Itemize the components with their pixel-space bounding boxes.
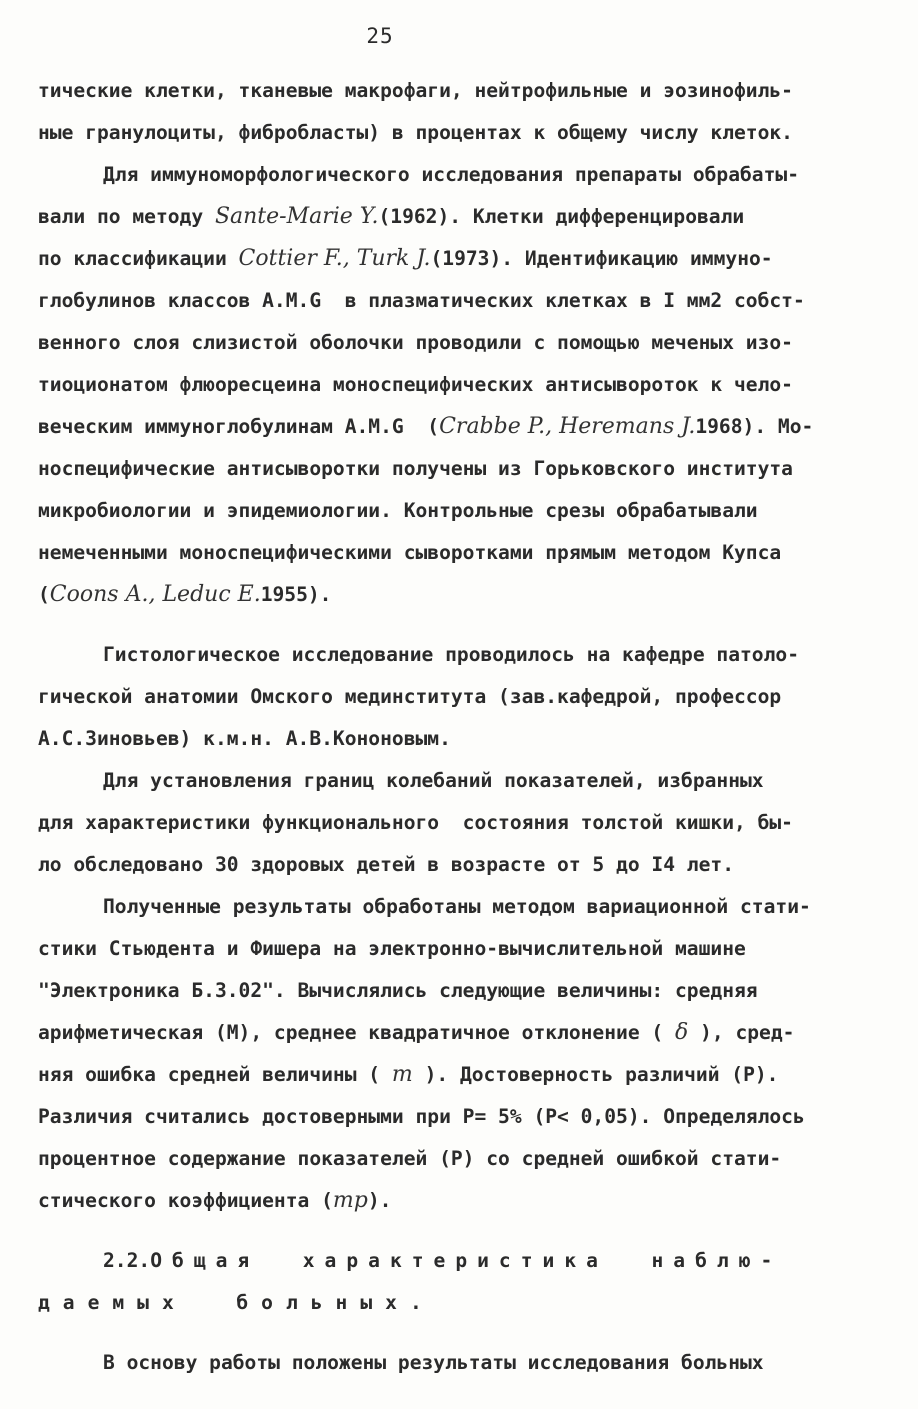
text-line: стического коэффициента (mp). xyxy=(38,1188,392,1213)
text-line: немеченными моноспецифическими сыворотками прямым методом Купса xyxy=(38,541,782,564)
text-line: для характеристики функционального состояния толстой кишки, бы- xyxy=(38,811,793,834)
text-line: веческим иммуноглобулинам А.М.G (Crabbe P., Heremans J.1968). Мо- xyxy=(38,414,814,439)
text-line: венного слоя слизистой оболочки проводили с помощью меченых изо- xyxy=(38,331,793,354)
text-line: тиоционатом флюоресцеина моноспецифических антисывороток к чело- xyxy=(38,373,793,396)
text-line: микробиологии и эпидемиологии. Контрольные срезы обрабатывали xyxy=(38,499,758,522)
page-number: 25 xyxy=(366,24,394,48)
text-line: ло обследовано 30 здоровых детей в возрасте от 5 до I4 лет. xyxy=(38,853,734,876)
text-line: стики Стьюдента и Фишера на электронно-вычислительной машине xyxy=(38,937,746,960)
handwritten-citation: Cottier F., Turk J. xyxy=(238,246,431,271)
text-line: няя ошибка средней величины ( m ). Достоверность различий (Р). xyxy=(38,1062,779,1087)
text-line: носпецифические антисыворотки получены из Горьковского института xyxy=(38,457,793,480)
text-line: Для иммуноморфологического исследования препараты обрабаты- xyxy=(103,163,799,186)
section-number: 2.2. xyxy=(103,1249,151,1272)
text-line: гической анатомии Омского мединститута (зав.кафедрой, профессор xyxy=(38,685,782,708)
text-line: ные гранулоциты, фибробласты) в процентах к общему числу клеток. xyxy=(38,121,793,144)
section-title: Общая характеристика наблю- xyxy=(150,1249,783,1272)
handwritten-symbol: m xyxy=(391,1062,413,1087)
text-line: Различия считались достоверными при Р= 5% (Р< 0,05). Определялось xyxy=(38,1105,805,1128)
handwritten-citation: Crabbe P., Heremans J. xyxy=(439,414,696,439)
handwritten-citation: Sante-Marie Y. xyxy=(214,204,379,229)
text-line: процентное содержание показателей (Р) со средней ошибкой стати- xyxy=(38,1147,782,1170)
text-line: Для установления границ колебаний показателей, избранных xyxy=(103,769,764,792)
section-heading xyxy=(38,1240,888,1282)
text-line: (Coons A., Leduc E.1955). xyxy=(38,582,332,607)
handwritten-symbol: mp xyxy=(332,1188,368,1213)
handwritten-citation: Coons A., Leduc E. xyxy=(49,582,261,607)
text-line: тические клетки, тканевые макрофаги, нейтрофильные и эозинофиль- xyxy=(38,79,793,102)
text-line: вали по методу Sante-Marie Y.(1962). Клетки дифференцировали xyxy=(38,204,745,229)
text-line: Гистологическое исследование проводилось на кафедре патоло- xyxy=(103,643,799,666)
section-title-continued: даемых больных. xyxy=(38,1291,435,1314)
text-line: глобулинов классов А.М.G в плазматических клетках в I мм2 собст- xyxy=(38,289,805,312)
body-text xyxy=(38,70,888,1384)
text-line: А.С.Зиновьев) к.м.н. А.В.Кононовым. xyxy=(38,727,451,750)
handwritten-symbol: δ xyxy=(675,1020,689,1045)
text-line: "Электроника Б.З.02". Вычислялись следующие величины: средняя xyxy=(38,979,758,1002)
text-line: по классификации Cottier F., Turk J.(1973). Идентификацию иммуно- xyxy=(38,246,773,271)
text-line: Полученные результаты обработаны методом вариационной стати- xyxy=(103,895,811,918)
text-line: арифметическая (М), среднее квадратичное отклонение ( δ ), сред- xyxy=(38,1020,795,1045)
text-line: В основу работы положены результаты исследования больных xyxy=(103,1351,764,1374)
